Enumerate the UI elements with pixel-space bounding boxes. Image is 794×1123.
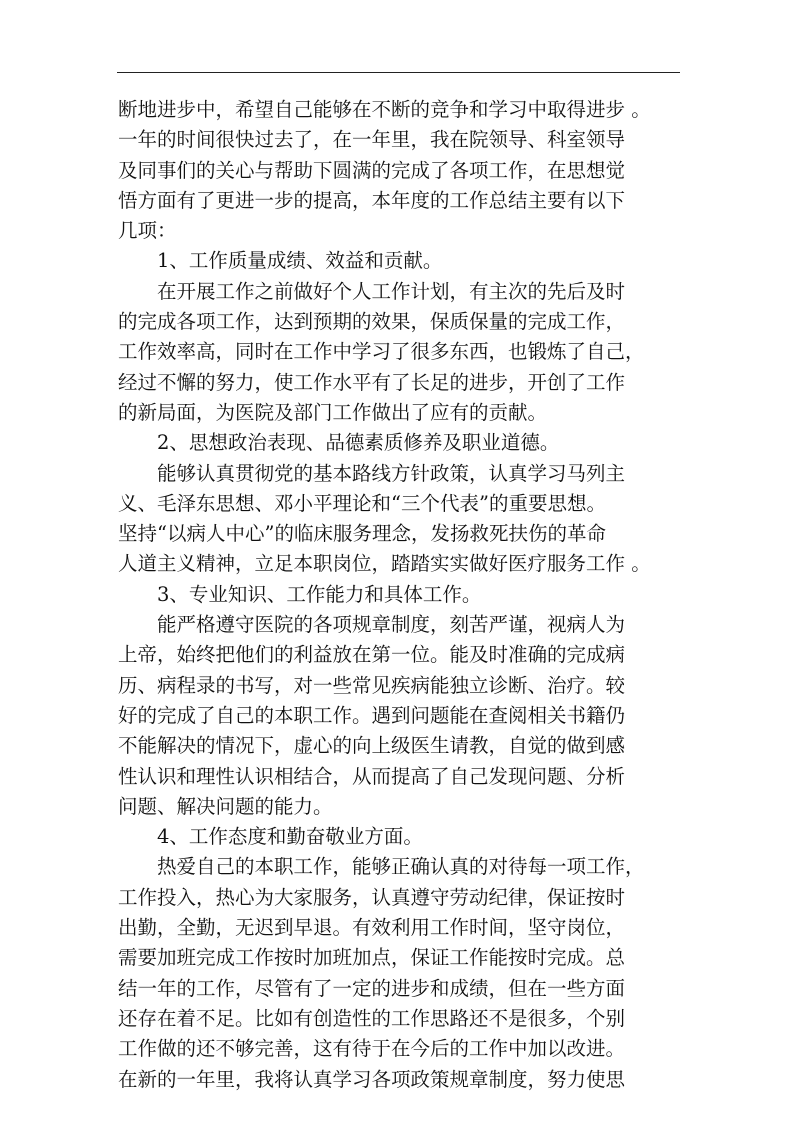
text-line: 坚持“以病人中心”的临床服务理念，发扬救死扶伤的革命 xyxy=(118,522,606,546)
text-line: 的完成各项工作，达到预期的效果，保质保量的完成工作， xyxy=(118,310,626,334)
text-line: 工作做的还不够完善，这有待于在今后的工作中加以改进。 xyxy=(118,1037,626,1061)
header-rule xyxy=(117,72,680,73)
text-line: 义、毛泽东思想、邓小平理论和“三个代表”的重要思想。 xyxy=(118,491,606,515)
text-line: 需要加班完成工作按时加班加点，保证工作能按时完成。总 xyxy=(118,946,626,970)
text-line: 2、思想政治表现、品德素质修养及职业道德。 xyxy=(157,431,560,455)
text-line: 4、工作态度和勤奋敬业方面。 xyxy=(157,825,423,849)
text-line: 一年的时间很快过去了，在一年里，我在院领导、科室领导 xyxy=(118,128,626,152)
text-line: 好的完成了自己的本职工作。遇到问题能在查阅相关书籍仍 xyxy=(118,703,626,727)
text-line: 上帝，始终把他们的利益放在第一位。能及时准确的完成病 xyxy=(118,643,626,667)
text-line: 几项： xyxy=(118,219,177,243)
text-line: 还存在着不足。比如有创造性的工作思路还不是很多，个别 xyxy=(118,1006,626,1030)
text-line: 出勤，全勤，无迟到早退。有效利用工作时间，坚守岗位， xyxy=(118,916,626,940)
text-line: 1、工作质量成绩、效益和贡献。 xyxy=(157,249,443,273)
text-line: 工作投入，热心为大家服务，认真遵守劳动纪律，保证按时 xyxy=(118,885,626,909)
text-line: 及同事们的关心与帮助下圆满的完成了各项工作，在思想觉 xyxy=(118,158,626,182)
text-line: 历、病程录的书写，对一些常见疾病能独立诊断、治疗。较 xyxy=(118,673,626,697)
text-line: 热爱自己的本职工作，能够正确认真的对待每一项工作， xyxy=(157,855,645,879)
text-line: 在新的一年里，我将认真学习各项政策规章制度，努力使思 xyxy=(118,1067,626,1091)
text-line: 3、专业知识、工作能力和具体工作。 xyxy=(157,582,482,606)
text-line: 在开展工作之前做好个人工作计划，有主次的先后及时 xyxy=(157,279,626,303)
text-line: 结一年的工作，尽管有了一定的进步和成绩，但在一些方面 xyxy=(118,976,626,1000)
text-line: 不能解决的情况下，虚心的向上级医生请教，自觉的做到感 xyxy=(118,734,626,758)
body-text xyxy=(118,95,684,1095)
text-line: 悟方面有了更进一步的提高，本年度的工作总结主要有以下 xyxy=(118,188,626,212)
text-line: 断地进步中，希望自己能够在不断的竞争和学习中取得进步 。 xyxy=(118,98,651,121)
text-line: 性认识和理性认识相结合，从而提高了自己发现问题、分析 xyxy=(118,764,626,788)
text-line: 能够认真贯彻党的基本路线方针政策，认真学习马列主 xyxy=(157,461,626,485)
text-line: 的新局面，为医院及部门工作做出了应有的贡献。 xyxy=(118,400,548,424)
text-line: 经过不懈的努力，使工作水平有了长足的进步，开创了工作 xyxy=(118,370,626,394)
text-line: 人道主义精神，立足本职岗位，踏踏实实做好医疗服务工作 。 xyxy=(118,552,651,576)
text-line: 工作效率高，同时在工作中学习了很多东西，也锻炼了自己， xyxy=(118,340,645,364)
text-line: 能严格遵守医院的各项规章制度，刻苦严谨，视病人为 xyxy=(157,613,626,637)
text-line: 问题、解决问题的能力。 xyxy=(118,794,333,818)
